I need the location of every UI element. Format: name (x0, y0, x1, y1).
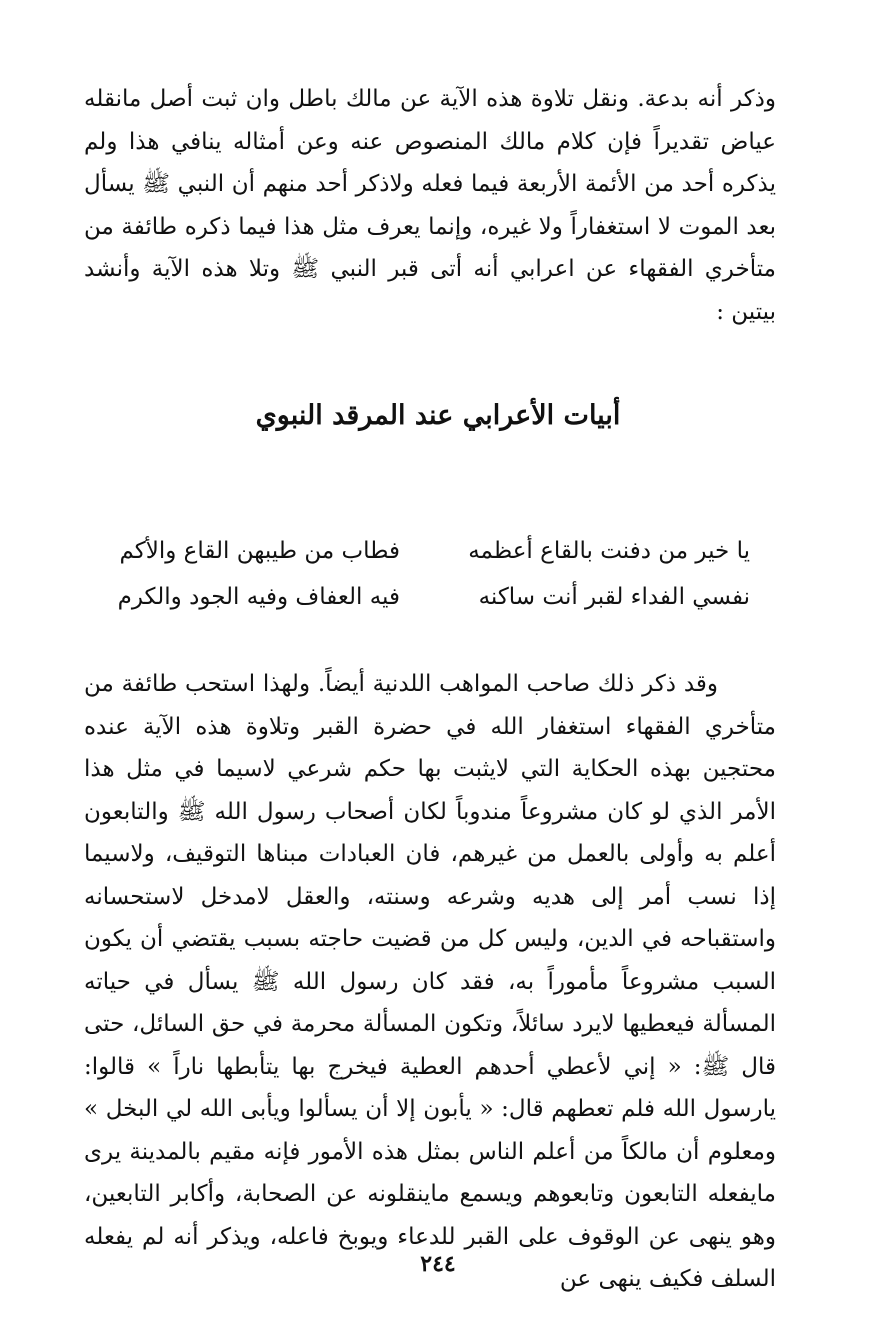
verse-2-first-hemistich: نفسي الفداء لقبر أنت ساكنه (478, 584, 750, 610)
section-heading: أبيات الأعرابي عند المرقد النبوي (255, 400, 621, 431)
page-number: ٢٤٤ (420, 1251, 456, 1277)
poem (100, 528, 750, 620)
verse-1-first-hemistich: يا خير من دفنت بالقاع أعظمه (468, 538, 750, 564)
body-paragraph-1: وذكر أنه بدعة. ونقل تلاوة هذه الآية عن مالك باطل وان ثبت أصل مانقله عياض تقديراً فإن كلام مالك المنصوص عنه وعن أمثاله ينافي هذا ولم يذكره أحد من الأئمة الأربعة فيما فعله ولاذكر أحد منهم أن النبي ﷺ يسأل بعد الموت لا استغفاراً ولا غيره، وإنما يعرف مثل هذا فيما ذكره طائفة من متأخري الفقهاء عن اعرابي أنه أتى قبر النبي ﷺ وتلا هذه الآية وأنشد بيتين : (84, 86, 776, 325)
poem-verse-2 (100, 574, 750, 620)
verse-2-second-hemistich: فيه العفاف وفيه الجود والكرم (117, 584, 400, 610)
verse-1-second-hemistich: فطاب من طيبهن القاع والأكم (119, 538, 400, 564)
poem-verse-1 (100, 528, 750, 574)
body-paragraph-2: وقد ذكر ذلك صاحب المواهب اللدنية أيضاً. ولهذا استحب طائفة من متأخري الفقهاء استغفار الله في حضرة القبر وتلاوة هذه الآية عنده محتجين بهذه الحكاية التي لايثبت بها حكم شرعي لاسيما في مثل هذا الأمر الذي لو كان مشروعاً مندوباً لكان أصحاب رسول الله ﷺ والتابعون أعلم به وأولى بالعمل من غيرهم، فان العبادات مبناها التوقيف، ولاسيما إذا نسب أمر إلى هديه وشرعه وسنته، والعقل لامدخل لاستحسانه واستقباحه في الدين، وليس كل من قضيت حاجته بسبب يقتضي أن يكون السبب مشروعاً مأموراً به، فقد كان رسول الله ﷺ يسأل في حياته المسألة فيعطيها لايرد سائلاً، وتكون المسألة محرمة في حق السائل، حتى قال ﷺ: « إني لأعطي أحدهم العطية فيخرج بها يتأبطها ناراً » قالوا: يارسول الله فلم تعطهم قال: « يأبون إلا أن يسألوا ويأبى الله لي البخل » ومعلوم أن مالكاً من أعلم الناس بمثل هذه الأمور فإنه مقيم بالمدينة يرى مايفعله التابعون وتابعوهم ويسمع ماينقلونه عن الصحابة، وأكابر التابعين، وهو ينهى عن الوقوف على القبر للدعاء ويوبخ فاعله، ويذكر أنه لم يفعله السلف فكيف ينهى عن (84, 671, 776, 1292)
